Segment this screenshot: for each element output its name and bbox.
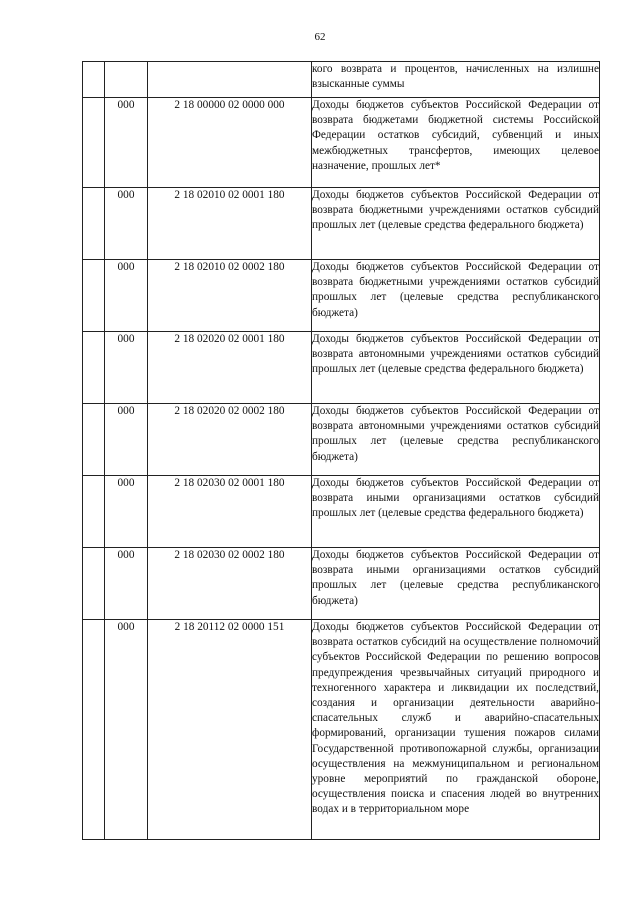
description-cell: Доходы бюджетов субъектов Российской Федерации от возврата бюджетами бюджетной системы Российской Федерации остатков субсидий, субвенций и иных межбюджетных трансфертов, имеющих целевое назначение, прошлых лет* [312, 98, 600, 188]
admin-code-cell: 000 [105, 476, 148, 548]
admin-code-cell: 000 [105, 260, 148, 332]
description-cell: Доходы бюджетов субъектов Российской Федерации от возврата бюджетными учреждениями остатков субсидий прошлых лет (целевые средства республиканского бюджета) [312, 260, 600, 332]
description-cell: Доходы бюджетов субъектов Российской Федерации от возврата бюджетными учреждениями остатков субсидий прошлых лет (целевые средства федерального бюджета) [312, 188, 600, 260]
table-row [83, 260, 600, 332]
admin-code-cell: 000 [105, 548, 148, 620]
row-number-cell [83, 404, 105, 476]
budget-code-cell: 2 18 02010 02 0002 180 [148, 260, 312, 332]
description-cell: Доходы бюджетов субъектов Российской Федерации от возврата остатков субсидий на осуществление полномочий субъектов Российской Федерации по решению вопросов предупреждения чрезвычайных ситуаций природного и техногенного характера и ликвидации их последствий, создания и организации деятельности аварийно-спасательных служб и аварийно-спасательных формирований, организации тушения пожаров силами Государственной противопожарной службы, организации осуществления на межмуниципальном и региональном уровне мероприятий по гражданской обороне, осуществления поиска и спасения людей во внутренних водах и в территориальном море [312, 620, 600, 840]
table-row [83, 404, 600, 476]
admin-code-cell: 000 [105, 404, 148, 476]
budget-code-cell: 2 18 02020 02 0002 180 [148, 404, 312, 476]
budget-code-cell: 2 18 02020 02 0001 180 [148, 332, 312, 404]
row-number-cell [83, 62, 105, 98]
table-row [83, 476, 600, 548]
row-number-cell [83, 548, 105, 620]
budget-code-cell: 2 18 00000 02 0000 000 [148, 98, 312, 188]
row-number-cell [83, 98, 105, 188]
admin-code-cell [105, 62, 148, 98]
admin-code-cell: 000 [105, 98, 148, 188]
row-number-cell [83, 620, 105, 840]
description-cell: Доходы бюджетов субъектов Российской Федерации от возврата иными организациями остатков субсидий прошлых лет (целевые средства федерального бюджета) [312, 476, 600, 548]
row-number-cell [83, 188, 105, 260]
table-row [83, 188, 600, 260]
table-row [83, 98, 600, 188]
row-number-cell [83, 476, 105, 548]
budget-classification-table [82, 61, 600, 840]
budget-code-cell: 2 18 20112 02 0000 151 [148, 620, 312, 840]
budget-code-cell: 2 18 02010 02 0001 180 [148, 188, 312, 260]
description-cell: Доходы бюджетов субъектов Российской Федерации от возврата иными организациями остатков субсидий прошлых лет (целевые средства республиканского бюджета) [312, 548, 600, 620]
table-row [83, 62, 600, 98]
row-number-cell [83, 260, 105, 332]
description-cell: Доходы бюджетов субъектов Российской Федерации от возврата автономными учреждениями остатков субсидий прошлых лет (целевые средства федерального бюджета) [312, 332, 600, 404]
admin-code-cell: 000 [105, 620, 148, 840]
description-cell: Доходы бюджетов субъектов Российской Федерации от возврата автономными учреждениями остатков субсидий прошлых лет (целевые средства республиканского бюджета) [312, 404, 600, 476]
budget-code-cell [148, 62, 312, 98]
admin-code-cell: 000 [105, 188, 148, 260]
budget-code-cell: 2 18 02030 02 0002 180 [148, 548, 312, 620]
admin-code-cell: 000 [105, 332, 148, 404]
budget-code-cell: 2 18 02030 02 0001 180 [148, 476, 312, 548]
row-number-cell [83, 332, 105, 404]
table-row [83, 620, 600, 840]
table-row [83, 548, 600, 620]
table-row [83, 332, 600, 404]
description-cell: кого возврата и процентов, начисленных на излишне взысканные суммы [312, 62, 600, 98]
page-number: 62 [314, 31, 326, 43]
